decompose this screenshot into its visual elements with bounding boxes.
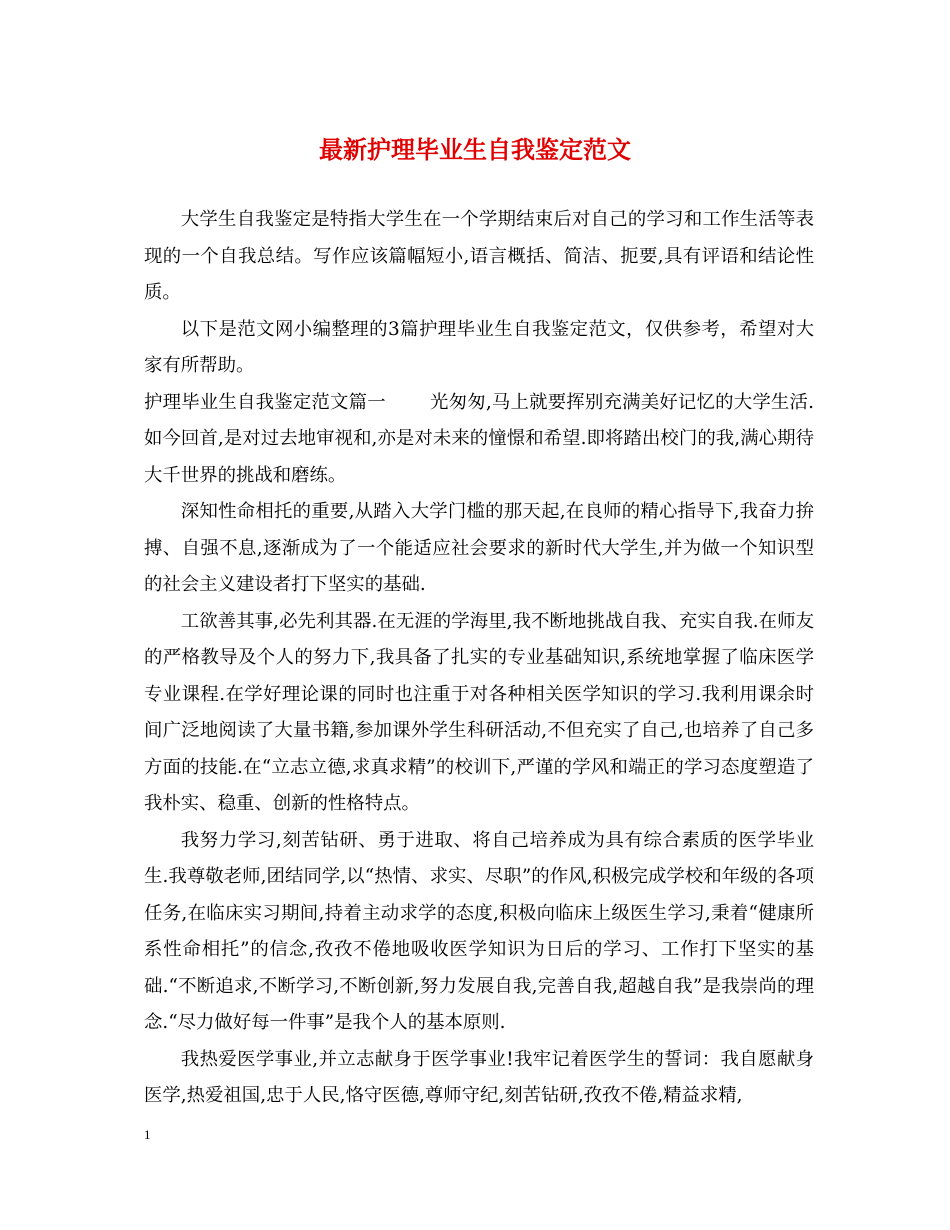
paragraph-section-one (144, 385, 814, 495)
section-heading: 护理毕业生自我鉴定范文篇一 (144, 391, 386, 413)
paragraph-effort: 我努力学习,刻苦钻研、勇于进取、将自己培养成为具有综合素质的医学毕业生.我尊敬老师,团结同学,以“热情、求实、尽职”的作风,积极完成学校和年级的各项任务,在临床实习期间,持着主动求学的态度,积极向临床上级医生学习,秉着“健康所系性命相托”的信念,孜孜不倦地吸收医学知识为日后的学习、工作打下坚实的基础.“不断追求,不断学习,不断创新,努力发展自我,完善自我,超越自我”是我崇尚的理念.“尽力做好每一件事”是我个人的基本原则. (144, 829, 814, 1033)
paragraph-preface: 以下是范文网小编整理的3篇护理毕业生自我鉴定范文，仅供参考，希望对大家有所帮助。 (144, 318, 814, 376)
page-number: 1 (144, 1127, 151, 1142)
document-body (144, 202, 814, 1115)
paragraph-study: 工欲善其事,必先利其器.在无涯的学海里,我不断地挑战自我、充实自我.在师友的严格教导及个人的努力下,我具备了扎实的专业基础知识,系统地掌握了临床医学专业课程.在学好理论课的同时也注重于对各种相关医学知识的学习.我利用课余时间广泛地阅读了大量书籍,参加课外学生科研活动,不但充实了自己,也培养了自己多方面的技能.在“立志立德,求真求精”的校训下,严谨的学风和端正的学习态度塑造了我朴实、稳重、创新的性格特点。 (144, 610, 814, 814)
paragraph-responsibility: 深知性命相托的重要,从踏入大学门槛的那天起,在良师的精心指导下,我奋力拚搏、自强不息,逐渐成为了一个能适应社会要求的新时代大学生,并为做一个知识型的社会主义建设者打下坚实的基础. (144, 501, 814, 595)
section-one-text: 光匆匆,马上就要挥别充满美好记忆的大学生活.如今回首,是对过去地审视和,亦是对未来的憧憬和希望.即将踏出校门的我,满心期待大千世界的挑战和磨练。 (144, 391, 814, 486)
document-title: 最新护理毕业生自我鉴定范文 (319, 135, 631, 164)
paragraph-intro: 大学生自我鉴定是特指大学生在一个学期结束后对自己的学习和工作生活等表现的一个自我总结。写作应该篇幅短小,语言概括、简洁、扼要,具有评语和结论性质。 (144, 209, 814, 303)
paragraph-dedication: 我热爱医学事业,并立志献身于医学事业!我牢记着医学生的誓词：我自愿献身医学,热爱祖国,忠于人民,恪守医德,尊师守纪,刻苦钻研,孜孜不倦,精益求精, (144, 1048, 814, 1106)
